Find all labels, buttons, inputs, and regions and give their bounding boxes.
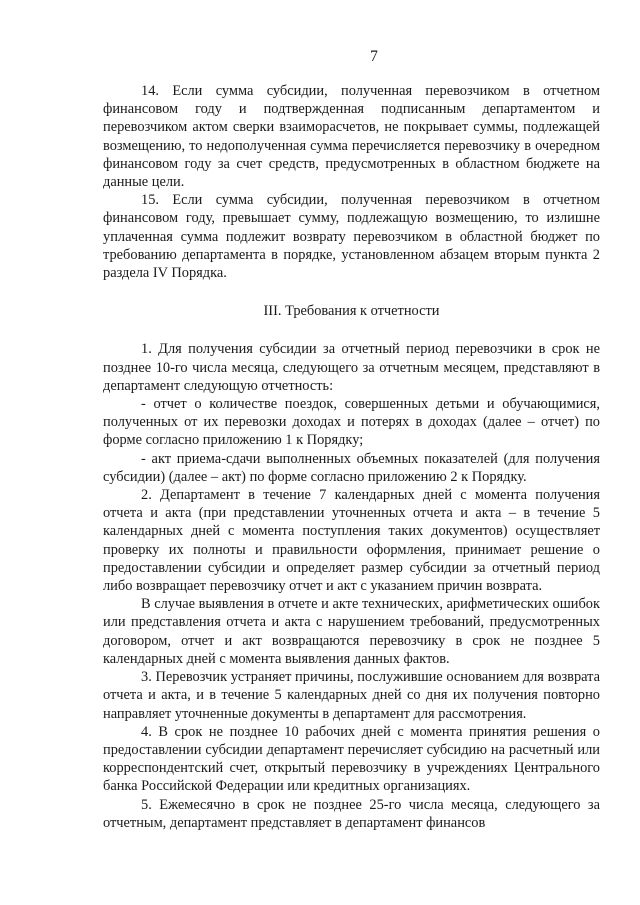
paragraph-5: 5. Ежемесячно в срок не позднее 25-го числа месяца, следующего за отчетным, департамент представляет в департамент финансов (103, 796, 600, 831)
paragraph-1: 1. Для получения субсидии за отчетный период перевозчики в срок не позднее 10-го числа месяца, следующего за отчетным месяцем, представляют в департамент следующую отчетность: (103, 341, 600, 394)
paragraph-1-act-item: - акт приема-сдачи выполненных объемных показателей (для получения субсидии) (далее – акт) по форме согласно приложению 2 к Порядку. (103, 450, 600, 485)
page-number: 7 (370, 48, 378, 65)
document-body (103, 82, 600, 832)
paragraph-3: 3. Перевозчик устраняет причины, послужившие основанием для возврата отчета и акта, и в течение 5 календарных дней со дня их получения повторно направляет уточненные документы в департамент для рассмотрения. (103, 669, 600, 722)
paragraph-14: 14. Если сумма субсидии, полученная перевозчиком в отчетном финансовом году и подтвержденная подписанным департаментом и перевозчиком актом сверки взаиморасчетов, не покрывает суммы, подлежащей возмещению, то недополученная сумма перечисляется перевозчику в очередном финансовом году за счет средств, предусмотренных в областном бюджете на данные цели. (103, 83, 600, 191)
paragraph-2-errors: В случае выявления в отчете и акте технических, арифметических ошибок или представления отчета и акта с нарушением требований, предусмотренных договором, отчет и акт возвращаются перевозчику в срок не позднее 5 календарных дней с момента выявления данных фактов. (103, 596, 600, 667)
paragraph-1-report-item: - отчет о количестве поездок, совершенных детьми и обучающимися, полученных от их перевозки доходах и потерях в доходах (далее – отчет) по форме согласно приложению 1 к Порядку; (103, 396, 600, 449)
paragraph-2: 2. Департамент в течение 7 календарных дней с момента получения отчета и акта (при представлении уточненных отчета и акта – в течение 5 календарных дней с момента поступления таких документов) осуществляет проверку их полноты и правильности оформления, принимает решение о предоставлении субсидии и определяет размер субсидии за отчетный период либо возвращает перевозчику отчет и акт с указанием причин возврата. (103, 487, 600, 595)
section-heading: III. Требования к отчетности (263, 303, 440, 320)
paragraph-4: 4. В срок не позднее 10 рабочих дней с момента принятия решения о предоставлении субсидии департамент перечисляет субсидию на расчетный или корреспондентский счет, открытый перевозчику в учреждениях Центрального банка Российской Федерации или кредитных организациях. (103, 723, 600, 795)
paragraph-15: 15. Если сумма субсидии, полученная перевозчиком в отчетном финансовом году, превышает сумму, подлежащую возмещению, то излишне уплаченная сумма подлежит возврату перевозчиком в областной бюджет по требованию департамента в порядке, установленном абзацем вторым пункта 2 раздела IV Порядка. (103, 192, 600, 282)
